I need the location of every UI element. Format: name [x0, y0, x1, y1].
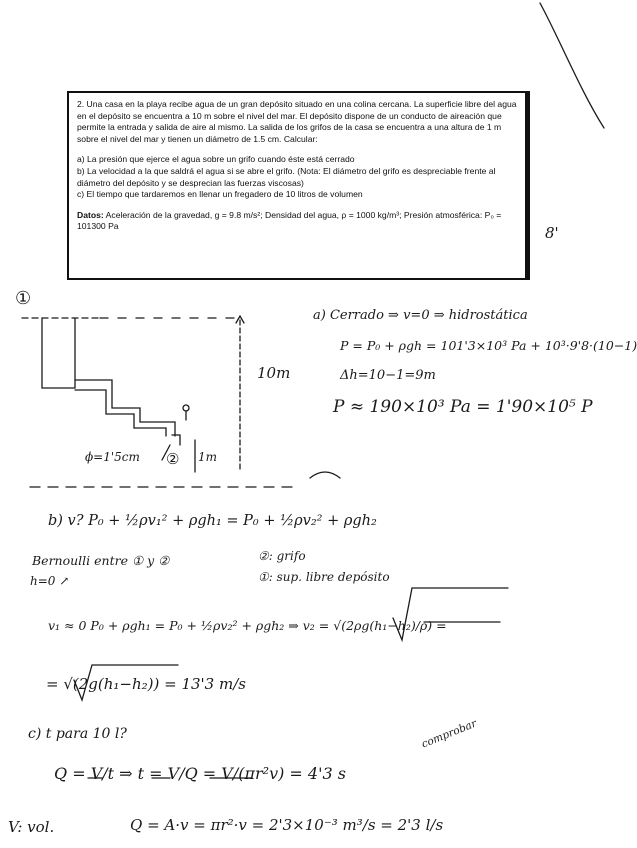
part-c-line1: c) t para 10 l? — [28, 726, 127, 742]
part-a-line3: Δh=10−1=9m — [340, 368, 436, 383]
part-b-line3: v₁ ≈ 0 P₀ + ρgh₁ = P₀ + ½ρv₂² + ρgh₂ ⇒ v₂ = √(2ρg(h₁−h₂)/ρ) = — [48, 618, 447, 633]
point-1-label: ① — [15, 288, 32, 309]
item-c: c) El tiempo que tardaremos en llenar un fregadero de 10 litros de volumen — [77, 189, 363, 200]
datos-label: Datos: — [77, 209, 104, 220]
valve — [183, 405, 189, 411]
tank-outline — [42, 318, 75, 388]
part-b-line4: = √(2g(h₁−h₂)) = 13'3 m/s — [46, 675, 246, 693]
ground-height-label: 1m — [198, 450, 218, 464]
faucet — [172, 435, 180, 445]
item-a: a) La presión que ejerce el agua sobre un grifo cuando éste está cerrado — [77, 154, 355, 165]
part-a-line2: P = P₀ + ρgh = 101'3×10³ Pa + 10³·9'8·(10−1) — [340, 338, 637, 353]
part-c-line2: Q = V/t ⇒ t = V/Q = V/(πr²v) = 4'3 s — [54, 764, 346, 783]
reference-zero: h=0 ↗ — [30, 574, 70, 588]
point-2-label: ② — [166, 450, 180, 468]
corner-stroke — [540, 3, 604, 128]
part-b-line1: b) v? P₀ + ½ρv₁² + ρgh₁ = P₀ + ½ρv₂² + ρgh₂ — [48, 513, 377, 529]
margin-note: 8' — [545, 224, 559, 242]
height-label: 10m — [257, 364, 291, 382]
pipe-lower — [75, 390, 166, 436]
bernoulli-note: Bernoulli entre ① y ② — [32, 553, 170, 568]
grifo-note: ②: grifo — [258, 549, 306, 563]
comprobar-note: comprobar — [419, 717, 479, 751]
part-a-line1: a) Cerrado ⇒ v=0 ⇒ hidrostática — [313, 308, 528, 323]
problem-statement: 2. Una casa en la playa recibe agua de un gran depósito situado en una colina cercana. La superficie libre del agua en el depósito se encuentra a 10 m sobre el nivel del mar. El depósito dispone de un conducto de aireación que permite la entrada y salida de aire al mismo. La salida de los grifos de la casa se encuentra a una altura de 1 m sobre el nivel del mar y tienen un diámetro de 1.5 cm. Calcular: — [77, 99, 517, 144]
deposito-note: ①: sup. libre depósito — [258, 570, 390, 584]
item-b: b) La velocidad a la que saldrá el agua si se abre el grifo. (Nota: El diámetro del grifo es despreciable frente al diámetro del depósito y se desprecian las fuerzas viscosas) — [77, 165, 496, 188]
diameter-label: ϕ=1'5cm — [85, 450, 140, 464]
datos-text: Aceleración de la gravedad, g = 9.8 m/s²; Densidad del agua, ρ = 1000 kg/m³; Presión atmosférica: P₀ = 101300 Pa — [77, 209, 502, 232]
part-c-line3: Q = A·v = πr²·v = 2'3×10⁻³ m³/s = 2'3 l/s — [130, 816, 444, 834]
part-a-line4: P ≈ 190×10³ Pa = 1'90×10⁵ P — [333, 397, 593, 417]
volume-note: V: vol. — [8, 818, 55, 836]
